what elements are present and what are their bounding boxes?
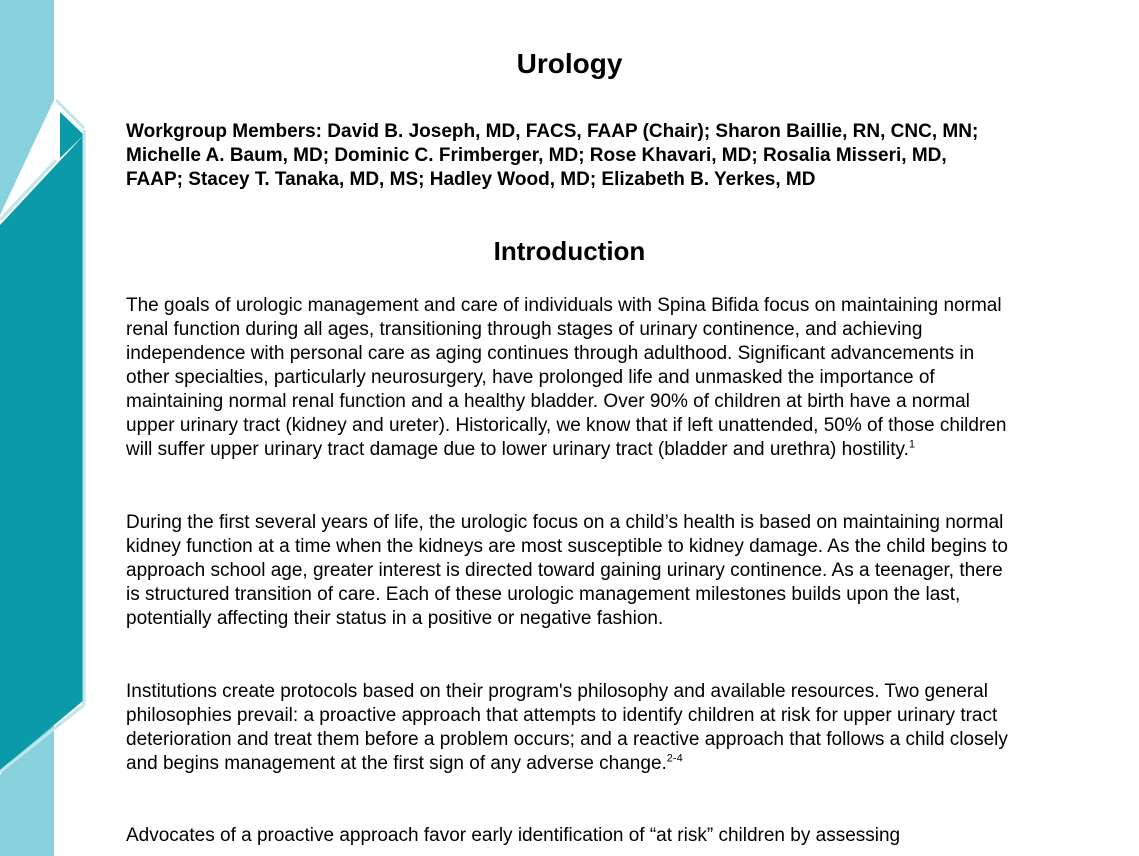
page-title — [0, 48, 1139, 80]
paragraph — [126, 824, 1016, 848]
paragraph-text: During the first several years of life, the urologic focus on a child’s health is based on maintaining normal kidney function at a time when the kidneys are most susceptible to kidney damage. As the child begins to approach school age, greater interest is directed toward gaining urinary continence. As a teenager, there is structured transition of care. Each of these urologic management milestones builds upon the last, potentially affecting their status in a positive or negative fashion. — [126, 512, 1008, 629]
page-title-text: Urology — [516, 48, 623, 79]
paragraph-text: Advocates of a proactive approach favor early identification of “at risk” children by assessing — [126, 825, 901, 846]
workgroup-members: Workgroup Members: David B. Joseph, MD, FACS, FAAP (Chair); Sharon Baillie, RN, CNC, MN; Michelle A. Baum, MD; Dominic C. Frimberger, MD; Rose Khavari, MD; Rosalia Misseri, MD, FAAP; Stacey T. Tanaka, MD, MS; Hadley Wood, MD; Elizabeth B. Yerkes, MD — [126, 121, 979, 190]
citation: 2-4 — [666, 752, 683, 765]
paragraph — [126, 511, 1016, 631]
section-heading: Introduction — [493, 236, 646, 266]
citation: 1 — [908, 438, 916, 451]
paragraph — [126, 680, 1016, 776]
paragraph — [126, 294, 1016, 462]
paragraph-text: Institutions create protocols based on their program's philosophy and available resources. Two general philosophies prevail: a proactive approach that attempts to identify children at risk for upper urinary tract deterioration and treat them before a problem occurs; and a reactive approach that follows a child closely and begins management at the first sign of any adverse change. — [126, 681, 1008, 774]
paragraph-text: The goals of urologic management and care of individuals with Spina Bifida focus on maintaining normal renal function during all ages, transitioning through stages of urinary continence, and achieving independence with personal care as aging continues through adulthood. Significant advancements in other specialties, particularly neurosurgery, have prolonged life and unmasked the importance of maintaining normal renal function and a healthy bladder. Over 90% of children at birth have a normal upper urinary tract (kidney and ureter). Historically, we know that if left unattended, 50% of those children will suffer upper urinary tract damage due to lower urinary tract (bladder and urethra) hostility. — [126, 295, 1007, 460]
decorative-side-band — [0, 0, 90, 856]
